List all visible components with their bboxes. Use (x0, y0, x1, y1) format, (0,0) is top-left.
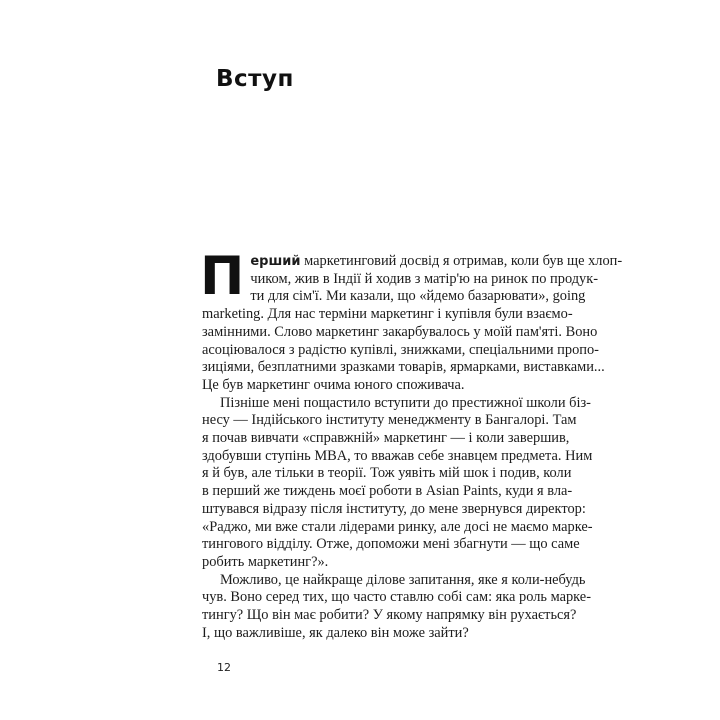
text-line: «Раджо, ми вже стали лідерами ринку, але досі не маємо марке- (202, 518, 593, 535)
text-line: робить маркетинг?». (202, 553, 329, 570)
text-line-content: маркетинговий досвід я отримав, коли був ще хлоп- (300, 253, 623, 269)
text-line: Можливо, це найкраще ділове запитання, яке я коли-небудь (220, 571, 586, 588)
text-line: зиціями, безплатними зразками товарів, ярмарками, виставками... (202, 359, 605, 376)
text-line: marketing. Для нас терміни маркетинг і купівля були взаємо- (202, 306, 573, 323)
text-line: в перший же тиждень моєї роботи в Asian Paints, куди я вла- (202, 483, 573, 500)
text-line (202, 253, 623, 271)
text-line: тингового відділу. Отже, допоможи мені збагнути — що саме (202, 536, 580, 553)
body-text (200, 246, 623, 642)
drop-cap: П (200, 246, 245, 307)
text-line: несу — Індійського інституту менеджменту в Бангалорі. Там (202, 412, 577, 429)
text-line: ти для сім'ї. Ми казали, що «йдемо базарювати», going (250, 288, 586, 305)
chapter-title: Вступ (216, 66, 294, 92)
text-line: чув. Воно серед тих, що часто ставлю собі сам: яка роль марке- (202, 589, 591, 606)
text-line: я й був, але тільки в теорії. Тож уявіть мій шок і подив, коли (202, 465, 572, 482)
text-line: Це був маркетинг очима юного споживача. (202, 376, 465, 393)
page-number: 12 (217, 661, 231, 674)
text-line: І, що важливіше, як далеко він може зайти? (202, 624, 469, 641)
text-line: Пізніше мені пощастило вступити до престижної школи біз- (220, 394, 591, 411)
text-line: здобувши ступінь MBA, то вважав себе знавцем предмета. Ним (202, 447, 593, 464)
paragraph-2 (202, 394, 593, 572)
paragraph-1 (200, 246, 623, 395)
text-line: замінними. Слово маркетинг закарбувалось у моїй пам'яті. Воно (202, 323, 598, 340)
lead-word: ерший (250, 254, 301, 269)
paragraph-3 (202, 571, 591, 643)
text-line: тингу? Що він має робити? У якому напрямку він рухається? (202, 607, 577, 624)
text-line: асоціювалося з радістю купівлі, знижками, спеціальними пропо- (202, 341, 599, 358)
text-line: чиком, жив в Індії й ходив з матір'ю на ринок по продук- (250, 270, 599, 287)
text-line: я почав вивчати «справжній» маркетинг — і коли завершив, (202, 430, 570, 447)
text-line: штувався відразу після інституту, до мене звернувся директор: (202, 500, 586, 517)
